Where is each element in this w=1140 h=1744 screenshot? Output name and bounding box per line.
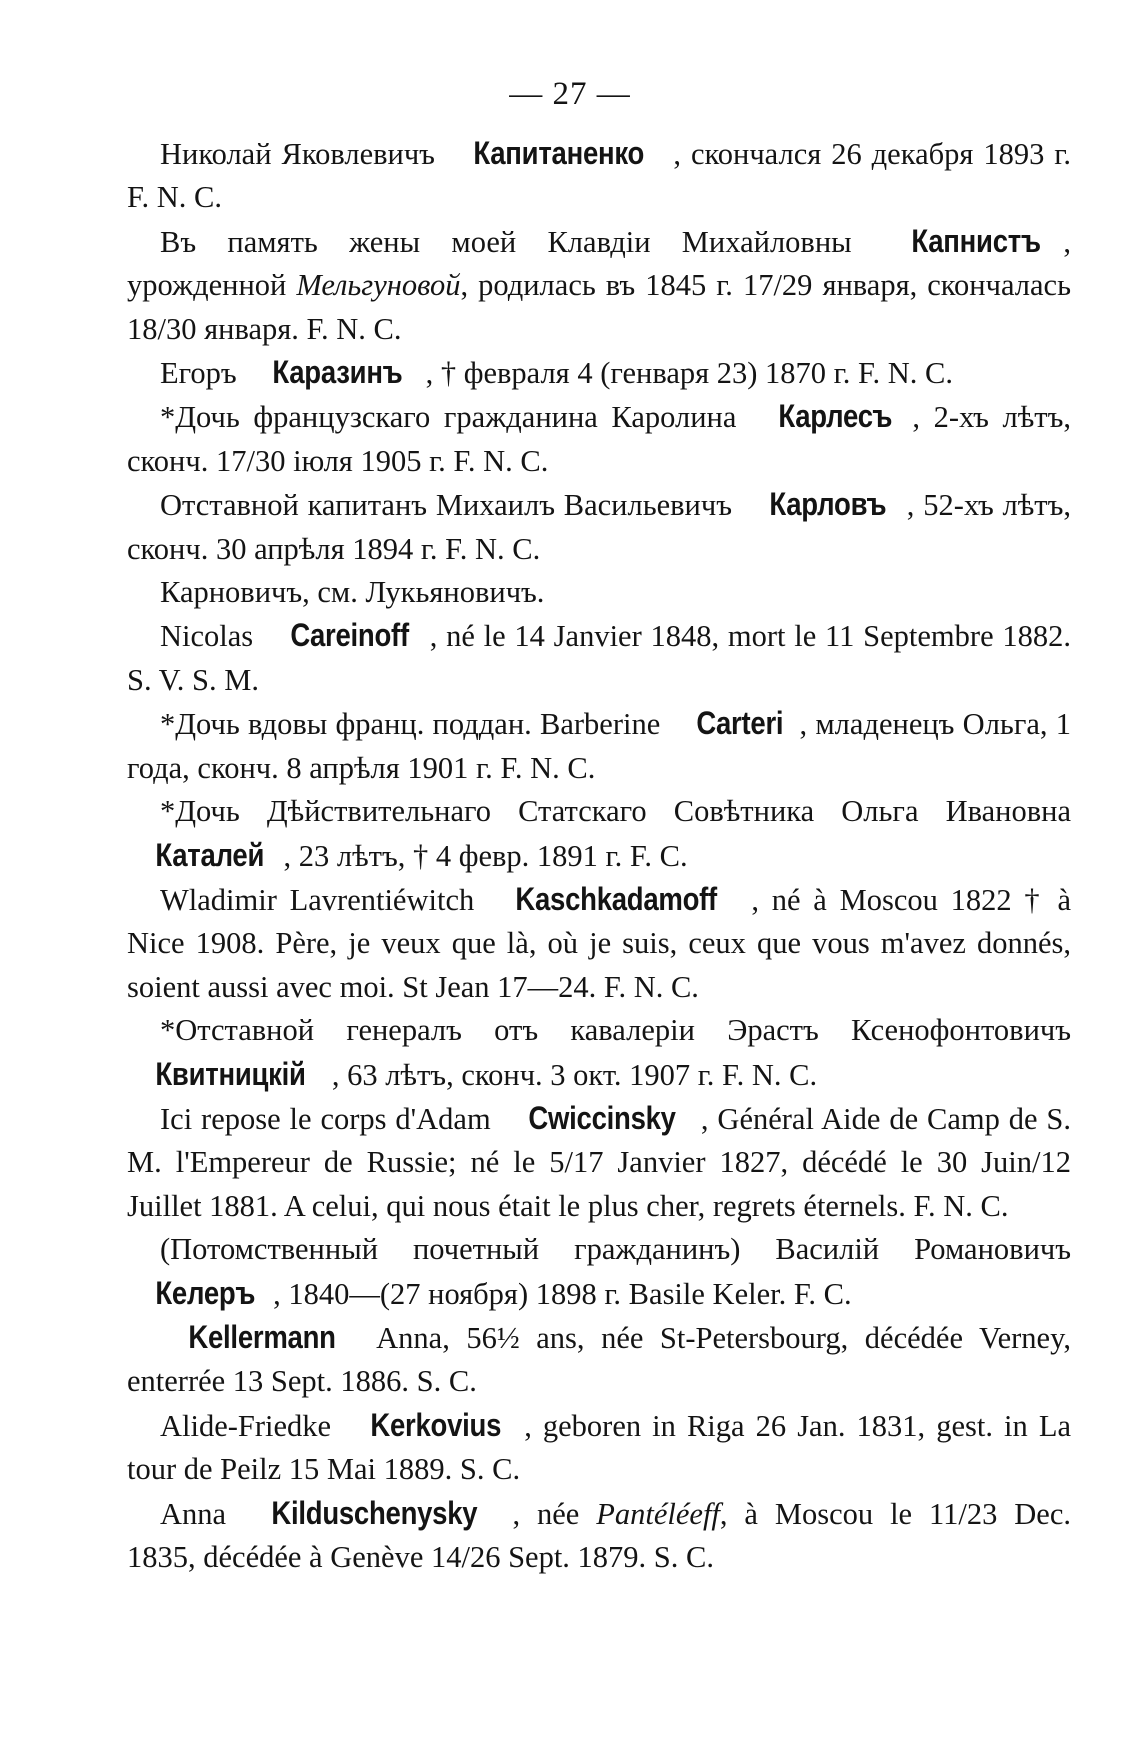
surname: Карлесъ [778,398,893,435]
surname: Капнистъ [911,222,1041,259]
entry-karles: *Дочь французскаго гражданина Каролина Карлесъ , 2-хъ лѣтъ, сконч. 17/30 іюля 1905 г. F. N. C. [127,395,1071,483]
entry-karlov: Отставной капитанъ Михаилъ Васильевичъ Карловъ , 52-хъ лѣтъ, сконч. 30 апрѣля 1894 г. F. N. C. [127,483,1071,571]
entry-kaschkadamoff: Wladimir Lavrentiéwitch Kaschkadamoff , né à Moscou 1822 † à Nice 1908. Père, je veux que là, où je suis, ceux que vous m'avez donnés, soient aussi avec moi. St Jean 17—24. F. N. C. [127,878,1071,1009]
surname: Квитницкій [155,1055,306,1092]
entry-list [127,132,1071,1579]
surname: Kaschkadamoff [515,880,717,917]
entry-karazin: Егоръ Каразинъ , † февраля 4 (генваря 23) 1870 г. F. N. C. [127,351,1071,395]
surname: Kellermann [188,1318,336,1355]
surname: Cwiccinsky [527,1099,676,1136]
entry-kapnist: Въ память жены моей Клавдіи Михайловны Капнистъ , урожденной Мельгуновой, родилась въ 1845 г. 17/29 января, скончалась 18/30 января. F. N. C. [127,220,1071,351]
entry-kellermann: Kellermann Anna, 56½ ans, née St-Petersbourg, décédée Verney, enterrée 13 Sept. 1886. S. C. [127,1316,1071,1404]
page-number: — 27 — [509,76,631,112]
entry-cwiccinsky: Ici repose le corps d'Adam Cwiccinsky , Général Aide de Camp de S. M. l'Empereur de Russie; né le 5/17 Janvier 1827, décédé le 30 Juin/12 Juillet 1881. A celui, qui nous était le plus cher, regrets éternels. F. N. C. [127,1097,1071,1228]
entry-kilduschenysky: Anna Kilduschenysky , née Pantéléeff, à Moscou le 11/23 Dec. 1835, décédée à Genève 14/26 Sept. 1879. S. C. [127,1492,1071,1580]
surname: Келеръ [155,1274,256,1311]
surname: Карловъ [769,486,887,523]
entry-keler: (Потомственный почетный гражданинъ) Василій Романовичъ Келеръ , 1840—(27 ноября) 1898 г. Basile Keler. F. C. [127,1228,1071,1316]
surname: Kerkovius [370,1406,502,1443]
entry-katalei: *Дочь Дѣйствительнаго Статскаго Совѣтника Ольга Ивановна Каталей , 23 лѣтъ, † 4 февр. 1891 г. F. C. [127,790,1071,878]
entry-karnovich-crossref: Карновичъ, см. Лукьяновичъ. [160,575,545,610]
maiden-name: Мельгуновой [296,268,461,303]
surname: Careinoff [290,617,409,654]
entry-kerkovius: Alide-Friedke Kerkovius , geboren in Riga 26 Jan. 1831, gest. in La tour de Peilz 15 Mai 1889. S. C. [127,1404,1071,1492]
entry-careinoff: Nicolas Careinoff , né le 14 Janvier 1848, mort le 11 Septembre 1882. S. V. S. M. [127,614,1071,702]
surname: Carteri [696,705,784,742]
surname: Каталей [155,836,265,873]
entry-carteri: *Дочь вдовы франц. поддан. Barberine Carteri , младенецъ Ольга, 1 года, сконч. 8 апрѣля 1901 г. F. N. C. [127,702,1071,790]
maiden-name: Pantéléeff [596,1496,720,1531]
entry-kvitnitsky: *Отставной генералъ отъ кавалеріи Эрастъ Ксенофонтовичъ Квитницкій , 63 лѣтъ, сконч. 3 окт. 1907 г. F. N. C. [127,1009,1071,1097]
entry-kapitanenko: Николай Яковлевичъ Капитаненко , скончался 26 декабря 1893 г. F. N. C. [127,132,1071,220]
surname: Kilduschenysky [271,1494,478,1531]
surname: Каразинъ [272,354,403,391]
surname: Капитаненко [473,135,644,171]
